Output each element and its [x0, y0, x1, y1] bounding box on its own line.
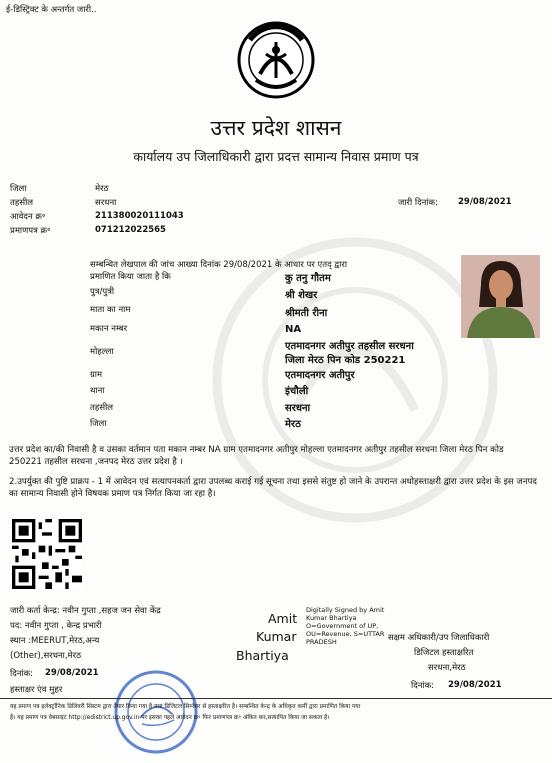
footer-line-1: यह प्रमाण पत्र इलेक्ट्रॉनिक डिलिवरी सिस्टम द्वारा तैयार किया गया है तथा डिजिटल सिग्नेचर से हस्ताक्षरित है। सम्बन्धित केन्द्र के अधिकृत कर्मी द्वारा प्रमाणित किया गया	[10, 704, 361, 710]
authority-date-value: 29/08/2021	[448, 680, 502, 690]
issuer-designation: पद: नवीन गुप्ता , केन्द्र प्रभारी	[10, 621, 102, 631]
meta-value-tehsil: सरधना	[95, 198, 117, 208]
intro-line-1: सम्बन्धित लेखपाल की जांच आख्या दिनांक 29/08/2021 के आधार पर एतद् द्वारा	[90, 260, 348, 270]
meta-label-certificate-no: प्रमाणपत्र क्र॰	[10, 226, 51, 236]
field-label-house-no: मकान नम्बर	[90, 324, 128, 334]
official-stamp	[112, 668, 200, 756]
issuer-place-1: स्थान :MEERUT,मेरठ,अन्य	[10, 636, 100, 646]
meta-label-application-no: आवेदन क्र॰	[10, 212, 46, 222]
residence-paragraph: उत्तर प्रदेश का/की निवासी है व उसका वर्तमान पता मकान नम्बर NA ग्राम एतमादनगर अतीपुर मोहल्ला एतमादनगर अतीपुर तहसील सरधना जिला मेरठ पिन कोड 250221 तहसील सरधना ,जनपद मेरठ उत्तर प्रदेश है ।	[9, 445, 504, 467]
field-value-locality-1: एतमादनगर अतीपुर तहसील सरधना	[285, 341, 414, 352]
issuer-place-2: (Other),सरधना,मेरठ	[10, 651, 82, 661]
field-value-father: श्री शेखर	[285, 290, 318, 301]
field-label-district: जिला	[90, 419, 107, 429]
digital-sign-detail-5: PRADESH	[306, 638, 337, 646]
field-value-locality-2: जिला मेरठ पिन कोड 250221	[285, 355, 406, 366]
meta-value-district: मेरठ	[95, 184, 109, 194]
authority-place: सरधना,मेरठ	[428, 663, 466, 673]
digital-sign-name-3: Bhartiya	[236, 648, 289, 663]
digital-sign-detail-1: Digitally Signed by Amit	[306, 606, 385, 614]
field-value-police-station: इंचौली	[285, 386, 309, 397]
field-value-house-no: NA	[285, 324, 302, 335]
field-value-name: कु तनु गौतम	[285, 273, 331, 284]
header-note: ई-डिस्ट्रिक्ट के अन्तर्गत जारी..	[6, 5, 97, 15]
issue-date-value: 29/08/2021	[458, 197, 512, 207]
field-label-tehsil: तहसील	[90, 403, 114, 413]
authority-date-label: दिनांक:	[411, 681, 435, 691]
meta-value-certificate-no: 071212022565	[95, 225, 166, 235]
digital-sign-detail-4: OU=Revenue, S=UTTAR	[306, 630, 385, 638]
applicant-photo	[461, 255, 540, 338]
issuer-date-value: 29/08/2021	[45, 668, 99, 678]
meta-label-district: जिला	[10, 184, 27, 194]
field-value-mother: श्रीमती रीना	[285, 308, 328, 319]
qr-code	[12, 519, 82, 589]
field-value-district: मेरठ	[285, 419, 301, 430]
digital-sign-detail-3: O=Government of UP,	[306, 622, 379, 630]
issuer-date-label: दिनांक:	[10, 669, 34, 679]
footer-divider	[0, 698, 552, 699]
issuer-center: जारी कर्ता केन्द्र: नवीन गुप्ता ,सहज जन सेवा केंद्र	[10, 606, 161, 616]
certificate-subtitle: कार्यालय उप जिलाधिकारी द्वारा प्रदत्त सामान्य निवास प्रमाण पत्र	[133, 149, 419, 164]
authority-digital: डिजिटल हस्ताक्षरित	[414, 648, 474, 658]
field-label-locality: मोहल्ला	[90, 347, 114, 357]
meta-label-tehsil: तहसील	[10, 198, 34, 208]
issuer-seal-label: हस्ताक्षर एंव मुहर	[10, 685, 63, 695]
issue-date-label: जारी दिनांक:	[398, 198, 438, 208]
confirmation-paragraph: 2.उपर्युक्त की पुष्टि प्राक्रप - 1 में आवेदन एवं सत्यापनकर्ता द्वारा उपलब्ध कराई गई सूचना तथा इससे संतुष्ट हो जाने के उपरान्त अधोहस्ताक्षरी द्वारा उत्तर प्रदेश के इस जनपद का सामान्य निवासी होने विषयक प्रमाण पत्र निर्गत किया जा रहा है।	[9, 477, 537, 499]
field-label-police-station: थाना	[90, 386, 105, 396]
digital-sign-detail-2: Kumar Bhartiya	[306, 614, 357, 622]
field-label-mother: माता का नाम	[90, 305, 131, 315]
authority-title: सक्षम अधिकारी/उप जिलाधिकारी	[388, 633, 490, 643]
footer-line-2: है। यह प्रमाण पत्र वेबसाइट http://edistrict.up.gov.in पर इसका पहले आवेदन क्र॰ फिर प्रमाणपत्र क्र॰ अंकित कर,सत्यापित किया जा सकता है।	[10, 715, 330, 721]
intro-line-2: प्रमाणित किया जाता है कि	[90, 272, 171, 282]
up-emblem-logo	[236, 20, 316, 102]
digital-sign-name-2: Kumar	[256, 629, 297, 644]
certificate-title: उत्तर प्रदेश शासन	[210, 116, 342, 140]
field-label-village: ग्राम	[90, 370, 103, 380]
digital-sign-name-1: Amit	[268, 611, 298, 626]
field-value-tehsil: सरधना	[285, 403, 311, 414]
field-value-village: एतमादनगर अतीपुर	[285, 370, 355, 381]
field-label-parent: पुत्र/पुत्री	[90, 287, 115, 297]
meta-value-application-no: 211380020111043	[95, 211, 184, 221]
